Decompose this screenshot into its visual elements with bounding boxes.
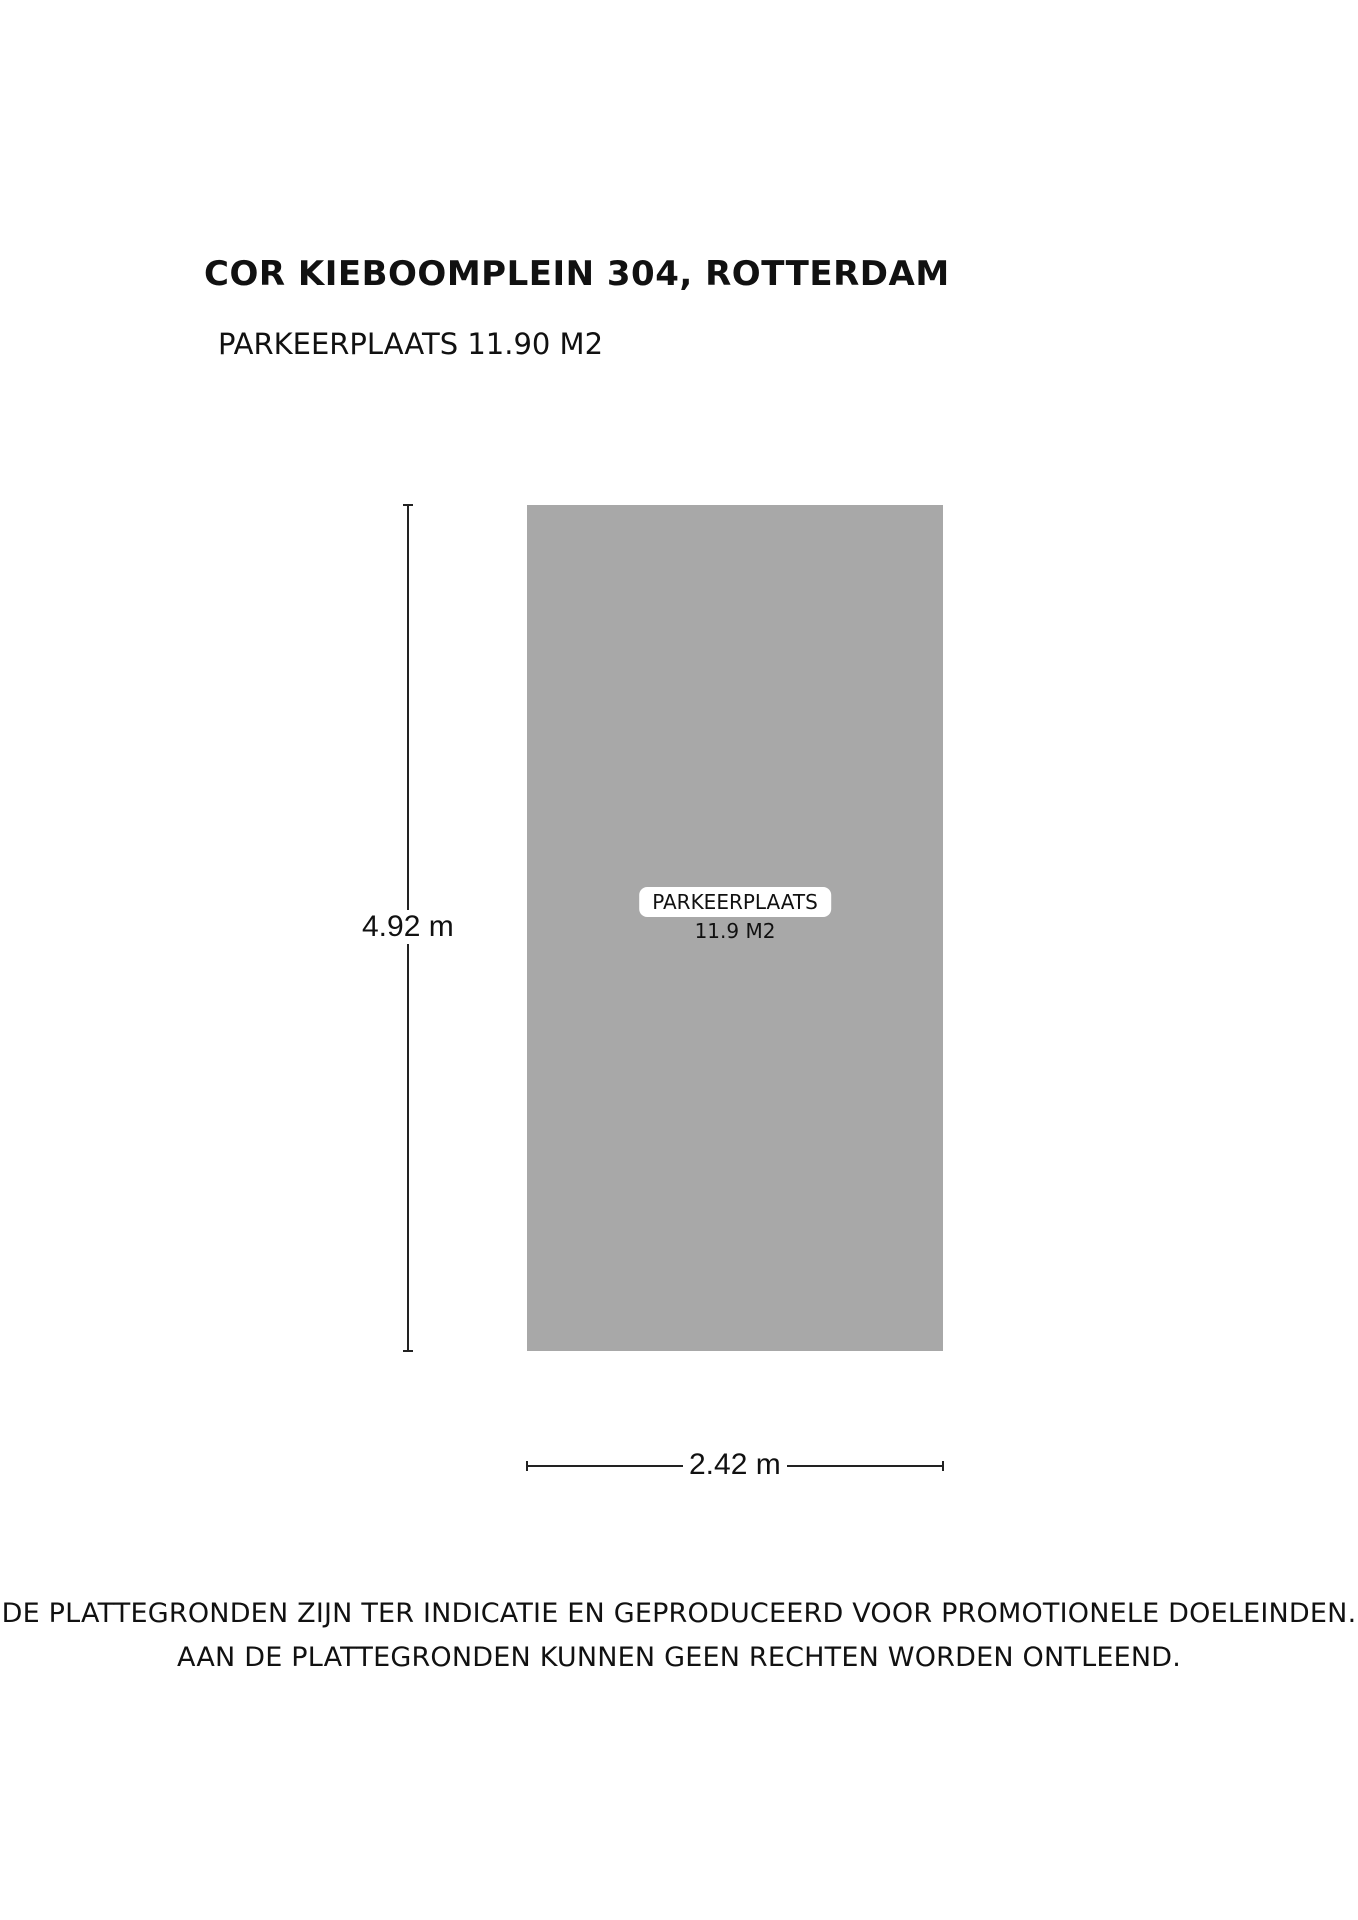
page-subtitle: PARKEERPLAATS 11.90 M2 xyxy=(218,327,604,361)
width-dimension-label: 2.42 m xyxy=(683,1448,787,1482)
disclaimer-line-2: AAN DE PLATTEGRONDEN KUNNEN GEEN RECHTEN WORDEN ONTLEEND. xyxy=(176,1642,1182,1673)
parking-space-room xyxy=(527,505,943,1351)
disclaimer-line-1: DE PLATTEGRONDEN ZIJN TER INDICATIE EN GEPRODUCEERD VOOR PROMOTIONELE DOELEINDEN. xyxy=(1,1598,1357,1629)
room-area: 11.9 M2 xyxy=(694,919,776,943)
page-title: COR KIEBOOMPLEIN 304, ROTTERDAM xyxy=(204,254,950,294)
room-name: PARKEERPLAATS xyxy=(639,887,831,917)
room-label xyxy=(639,887,831,943)
height-dimension-label: 4.92 m xyxy=(358,910,458,944)
disclaimer xyxy=(0,1592,1358,1680)
